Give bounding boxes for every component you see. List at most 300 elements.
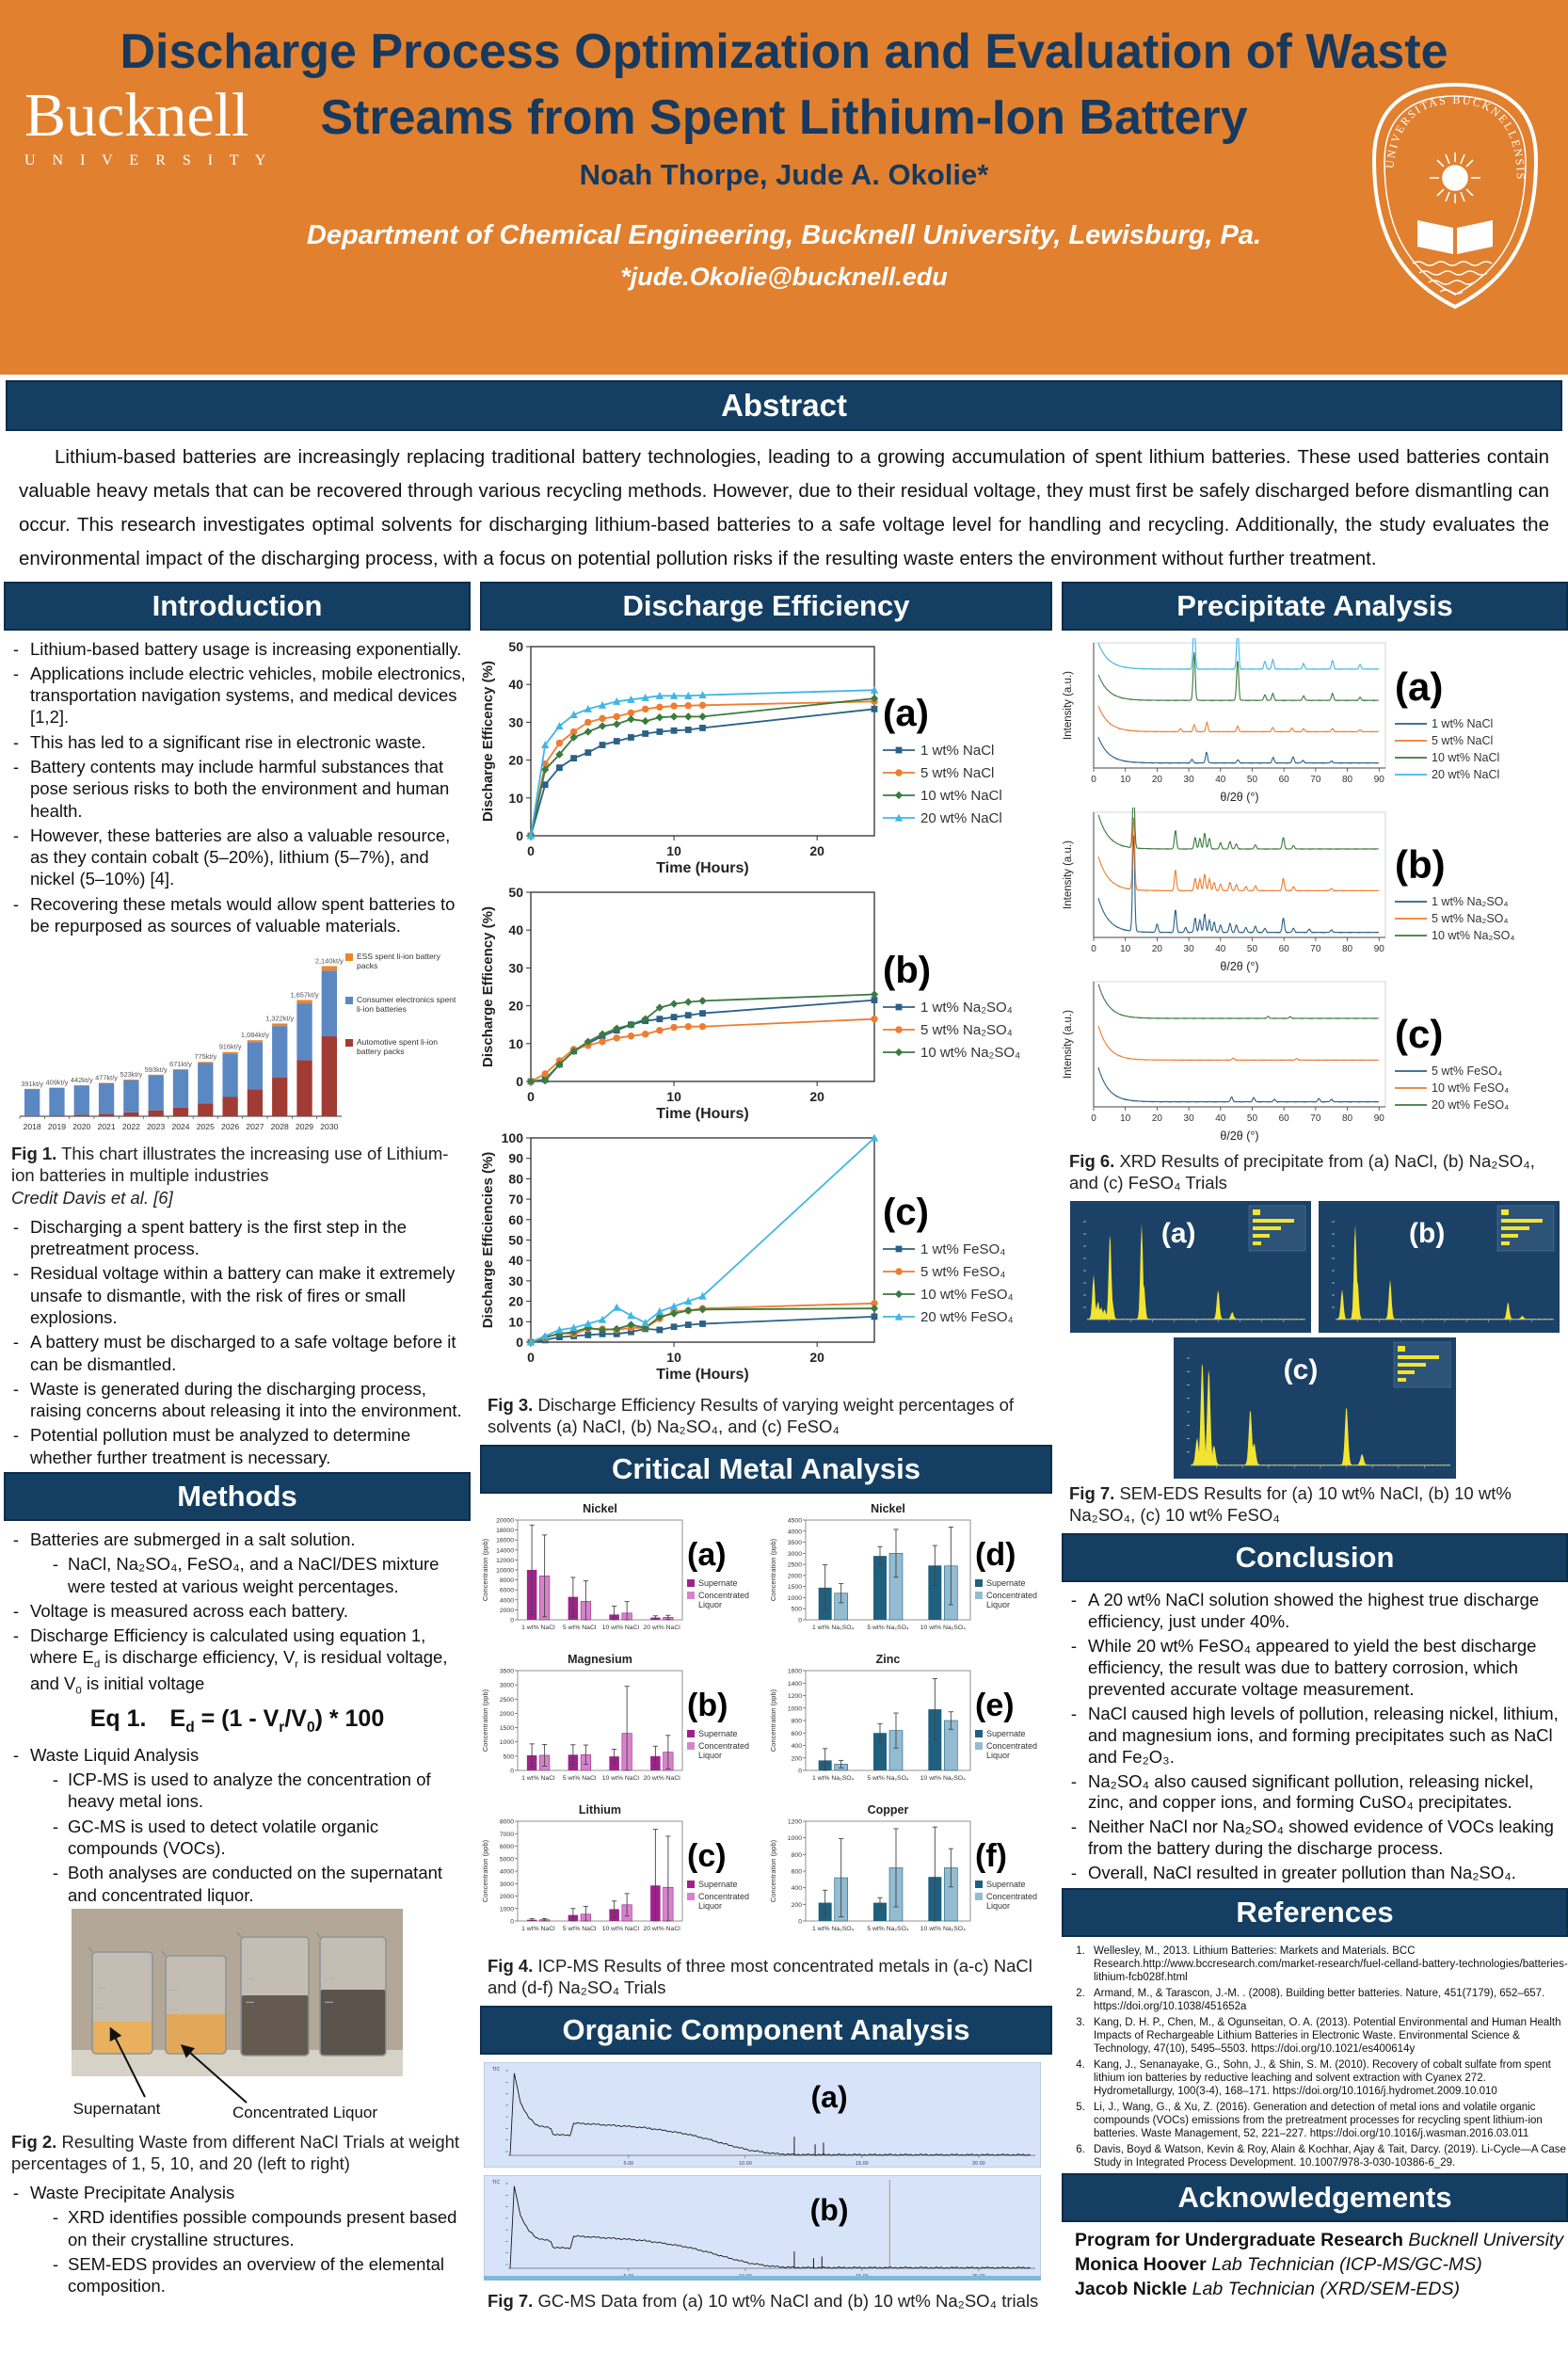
legend-swatch-icon bbox=[975, 1579, 983, 1587]
svg-text:60: 60 bbox=[1278, 943, 1289, 954]
chart-legend bbox=[883, 1241, 1041, 1325]
svg-text:10: 10 bbox=[508, 1313, 523, 1329]
svg-text:(a): (a) bbox=[810, 2080, 848, 2114]
legend-swatch-icon bbox=[687, 1579, 695, 1587]
bullet-dash: - bbox=[52, 2207, 59, 2228]
svg-text:70: 70 bbox=[1310, 774, 1321, 785]
critical-metal-header: Critical Metal Analysis bbox=[480, 1445, 1052, 1494]
svg-text:2021: 2021 bbox=[97, 1122, 116, 1132]
bullet bbox=[2, 756, 472, 822]
legend-item: 20 wt% FeSO₄ bbox=[1395, 1098, 1562, 1112]
svg-text:2022: 2022 bbox=[121, 1122, 140, 1132]
svg-text:1000: 1000 bbox=[787, 1594, 802, 1602]
svg-text:8000: 8000 bbox=[499, 1818, 514, 1826]
svg-text:0: 0 bbox=[516, 827, 523, 843]
bucknell-wordmark: Bucknell bbox=[24, 81, 249, 150]
sem-eds-spectrum-(a) bbox=[1070, 1201, 1311, 1333]
bullet-text: Waste Precipitate Analysis bbox=[30, 2183, 235, 2203]
metal-chart-cell bbox=[766, 1652, 1054, 1801]
references-list-wrap bbox=[1060, 1945, 1568, 2169]
legend-swatch-icon bbox=[883, 1242, 915, 1256]
svg-text:0: 0 bbox=[527, 1349, 535, 1365]
legend-swatch-icon bbox=[1395, 768, 1427, 781]
bullet bbox=[2, 1216, 472, 1260]
bullet bbox=[2, 638, 472, 660]
bullet-text: XRD identifies possible compounds present based on their crystalline structures. bbox=[68, 2207, 457, 2249]
svg-text:40: 40 bbox=[508, 676, 523, 692]
legend-swatch-icon bbox=[975, 1893, 983, 1900]
svg-text:5 wt% NaCl: 5 wt% NaCl bbox=[562, 1925, 597, 1932]
svg-text:Time (Hours): Time (Hours) bbox=[656, 1366, 749, 1383]
fig2-caption-prefix: Fig 2. bbox=[11, 2131, 57, 2152]
gcms-chromatogram-(a) bbox=[484, 2062, 1041, 2168]
legend-item: Supernate bbox=[975, 1730, 1048, 1739]
svg-text:(a): (a) bbox=[1160, 1217, 1196, 1249]
xrd-chart-row bbox=[1060, 638, 1568, 808]
affiliation: Department of Chemical Engineering, Bucknell University, Lewisburg, Pa. bbox=[306, 220, 1262, 251]
bullet-dash: - bbox=[52, 1769, 59, 1790]
svg-text:Lithium: Lithium bbox=[578, 1802, 622, 1817]
fig4-caption-text: ICP-MS Results of three most concentrated metals in (a-c) NaCl and (d-f) Na₂SO₄ Trials bbox=[488, 1955, 1032, 1997]
svg-text:0: 0 bbox=[527, 1088, 535, 1104]
svg-text:40: 40 bbox=[508, 921, 523, 937]
bullet-dash: - bbox=[12, 893, 20, 914]
bullet-text: However, these batteries are also a valuable resource, as they contain cobalt (5–20%), lithium (5–7%), and nickel (5–10%) [4]. bbox=[30, 824, 451, 889]
acknowledgement-line: Monica Hoover Lab Technician (ICP-MS/GC-MS) bbox=[1075, 2254, 1482, 2276]
legend-item: Supernate bbox=[687, 1579, 760, 1589]
svg-text:30: 30 bbox=[508, 1273, 523, 1289]
metal-chart-cell bbox=[478, 1652, 766, 1801]
discharge-chart-row bbox=[478, 1129, 1054, 1390]
chart-letter-label: (c) bbox=[883, 1191, 929, 1233]
svg-text:30: 30 bbox=[1183, 774, 1194, 785]
svg-text:2025: 2025 bbox=[196, 1122, 215, 1132]
legend-swatch-icon bbox=[883, 766, 915, 779]
metal-chart-cell bbox=[478, 1802, 766, 1951]
svg-text:70: 70 bbox=[508, 1191, 523, 1207]
fig1-caption bbox=[2, 1141, 472, 1209]
metal-chart-side bbox=[687, 1688, 760, 1764]
header bbox=[0, 0, 1568, 375]
right-column bbox=[1060, 578, 1568, 2334]
bullet bbox=[43, 1862, 472, 1906]
metal-chart-side bbox=[975, 1688, 1048, 1764]
bullet-dash: - bbox=[12, 663, 20, 683]
precipitate-analysis-header: Precipitate Analysis bbox=[1062, 582, 1568, 631]
svg-text:20 wt% NaCl: 20 wt% NaCl bbox=[643, 1624, 680, 1631]
svg-text:391kt/y: 391kt/y bbox=[21, 1080, 44, 1089]
legend-swatch-icon bbox=[883, 811, 915, 824]
bar-chart-(c)-lithium bbox=[478, 1802, 687, 1951]
svg-text:18000: 18000 bbox=[496, 1527, 514, 1534]
svg-text:4500: 4500 bbox=[787, 1517, 802, 1525]
svg-text:Copper: Copper bbox=[867, 1802, 909, 1817]
authors: Noah Thorpe, Jude A. Okolie* bbox=[579, 158, 989, 192]
svg-text:3500: 3500 bbox=[787, 1539, 802, 1546]
svg-text:20: 20 bbox=[1151, 774, 1162, 785]
svg-text:60: 60 bbox=[1278, 774, 1289, 785]
legend-item: Supernate bbox=[975, 1579, 1048, 1589]
legend-swatch-icon bbox=[687, 1881, 695, 1888]
svg-text:15.00: 15.00 bbox=[855, 2161, 869, 2167]
discharge-chart-side bbox=[883, 689, 1041, 833]
svg-text:7000: 7000 bbox=[499, 1831, 514, 1838]
svg-text:80: 80 bbox=[1342, 774, 1353, 785]
legend-item: 20 wt% NaCl bbox=[883, 810, 1041, 826]
bar-chart-(e)-zinc bbox=[766, 1652, 975, 1801]
legend-swatch-icon bbox=[883, 789, 915, 802]
svg-text:442kt/y: 442kt/y bbox=[70, 1076, 93, 1085]
legend-swatch-icon bbox=[1395, 929, 1427, 942]
bar-chart-(d)-nickel bbox=[766, 1501, 975, 1650]
fig2-caption bbox=[2, 2129, 472, 2176]
metal-chart-side bbox=[687, 1838, 760, 1914]
svg-text:80: 80 bbox=[1342, 943, 1353, 954]
svg-text:5000: 5000 bbox=[499, 1856, 514, 1863]
bullet-text: Discharging a spent battery is the first step in the pretreatment process. bbox=[30, 1216, 408, 1259]
svg-text:Concentration (ppb): Concentration (ppb) bbox=[769, 1689, 777, 1752]
legend-item: Consumer electronics spent li-ion batteries bbox=[345, 996, 460, 1015]
line-chart-(a) bbox=[478, 638, 883, 879]
svg-text:20000: 20000 bbox=[496, 1517, 514, 1525]
legend-swatch-icon bbox=[687, 1592, 695, 1599]
chart-letter-label: (d) bbox=[975, 1537, 1016, 1574]
svg-text:TIC: TIC bbox=[492, 2067, 501, 2073]
bullet bbox=[2, 1529, 472, 1550]
xrd-chart-(b) bbox=[1060, 808, 1391, 977]
bullet bbox=[1060, 1636, 1568, 1701]
fig4-caption bbox=[478, 1953, 1054, 2000]
svg-text:10 wt% Na₂SO₄: 10 wt% Na₂SO₄ bbox=[920, 1925, 966, 1932]
legend-item: 10 wt% NaCl bbox=[883, 788, 1041, 804]
svg-text:500: 500 bbox=[503, 1753, 514, 1761]
bar-chart-(b)-magnesium bbox=[478, 1652, 687, 1801]
bullet-text: Discharge Efficiency is calculated using equation 1, where $E_d$ is discharge efficiency, $V_r$ is residual voltage, and $V_0$ is initial voltage bbox=[30, 1625, 448, 1697]
svg-text:775kt/y: 775kt/y bbox=[194, 1052, 217, 1062]
legend-swatch-icon bbox=[883, 744, 915, 757]
svg-text:Concentration (ppb): Concentration (ppb) bbox=[481, 1689, 489, 1752]
conclusion-header: Conclusion bbox=[1062, 1533, 1568, 1582]
legend-swatch-icon bbox=[883, 1288, 915, 1301]
bullet-dash: - bbox=[1070, 1817, 1078, 1837]
svg-text:0: 0 bbox=[510, 1768, 514, 1775]
fig2-beakers-photo bbox=[72, 1909, 403, 2127]
svg-text:(b): (b) bbox=[1409, 1217, 1446, 1249]
fig7-gcms-text: GC-MS Data from (a) 10 wt% NaCl and (b) 10 wt% Na₂SO₄ trials bbox=[533, 2291, 1039, 2311]
svg-text:2024: 2024 bbox=[171, 1122, 190, 1132]
introduction-bullets-2 bbox=[2, 1216, 472, 1468]
svg-text:30: 30 bbox=[508, 959, 523, 975]
legend-item: 5 wt% Na₂SO₄ bbox=[1395, 912, 1562, 925]
svg-text:2,140kt/y: 2,140kt/y bbox=[314, 956, 344, 966]
discharge-chart-plot bbox=[478, 1129, 883, 1390]
fig7-gcms-prefix: Fig 7. bbox=[488, 2291, 534, 2311]
bullet-text: NaCl caused high levels of pollution, releasing nickel, lithium, and magnesium ions, and forming precipitates such as NaCl and Fe₂O₃. bbox=[1088, 1703, 1559, 1767]
svg-text:2020: 2020 bbox=[72, 1122, 91, 1132]
svg-text:Concentration (ppb): Concentration (ppb) bbox=[481, 1538, 489, 1601]
svg-text:50: 50 bbox=[508, 884, 523, 900]
svg-text:5.00: 5.00 bbox=[623, 2161, 634, 2167]
xrd-chart-row bbox=[1060, 808, 1568, 977]
svg-text:10: 10 bbox=[666, 842, 681, 858]
bullet-text: GC-MS is used to detect volatile organic compounds (VOCs). bbox=[68, 1816, 379, 1858]
svg-text:1600: 1600 bbox=[787, 1668, 802, 1675]
bullet-text: Waste Liquid Analysis bbox=[30, 1744, 200, 1765]
svg-text:30: 30 bbox=[1183, 1112, 1194, 1124]
chart-legend bbox=[883, 1000, 1041, 1061]
fig2-photo bbox=[2, 1909, 472, 2127]
fig1-caption-text: This chart illustrates the increasing use of Lithium-ion batteries in multiple industries bbox=[11, 1144, 449, 1186]
bullet bbox=[1060, 1590, 1568, 1633]
bullet-text: SEM-EDS provides an overview of the elemental composition. bbox=[68, 2253, 444, 2297]
title-line-2: Streams from Spent Lithium-Ion Battery bbox=[320, 90, 1248, 146]
legend-swatch-icon bbox=[883, 1265, 915, 1278]
svg-text:20.00: 20.00 bbox=[971, 2161, 985, 2167]
reference-item: 2. Armand, M., & Tarascon, J.-M. . (2008). Building better batteries. Nature, 451(7179), 652–657. https://doi.org/10.1038/451652a bbox=[1088, 1987, 1568, 2013]
svg-text:10 wt% NaCl: 10 wt% NaCl bbox=[601, 1925, 640, 1932]
bullet-text: A battery must be discharged to a safe voltage before it can be dismantled. bbox=[30, 1332, 456, 1374]
bullet-dash: - bbox=[12, 1425, 20, 1446]
bullet-text: Potential pollution must be analyzed to determine whether further treatment is necessary. bbox=[30, 1425, 411, 1467]
svg-text:0: 0 bbox=[1091, 1112, 1096, 1124]
svg-text:θ/2θ (°): θ/2θ (°) bbox=[1220, 1128, 1259, 1143]
bullet bbox=[43, 2206, 472, 2250]
svg-text:40: 40 bbox=[1215, 943, 1226, 954]
legend-swatch-icon bbox=[975, 1730, 983, 1737]
svg-text:1500: 1500 bbox=[787, 1583, 802, 1591]
bullet bbox=[43, 2253, 472, 2297]
introduction-header: Introduction bbox=[4, 582, 471, 631]
svg-text:Zinc: Zinc bbox=[875, 1652, 901, 1666]
legend-item: Concentrated Liquor bbox=[975, 1742, 1048, 1761]
eds-legend-box bbox=[1497, 1206, 1554, 1251]
bullet-dash: - bbox=[52, 1554, 59, 1575]
svg-text:14000: 14000 bbox=[496, 1547, 514, 1555]
xrd-chart-side bbox=[1391, 1008, 1562, 1115]
discharge-charts bbox=[478, 638, 1054, 1390]
xrd-chart-(c) bbox=[1060, 977, 1391, 1146]
svg-text:Discharge Efficency (%): Discharge Efficency (%) bbox=[480, 905, 496, 1067]
legend-item: ESS spent li-ion battery packs bbox=[345, 952, 460, 971]
svg-text:1200: 1200 bbox=[787, 1692, 802, 1700]
svg-text:1200: 1200 bbox=[787, 1818, 802, 1826]
bullet bbox=[1060, 1704, 1568, 1769]
discharge-chart-side bbox=[883, 946, 1041, 1067]
svg-text:2030: 2030 bbox=[320, 1122, 339, 1132]
references-list bbox=[1088, 1945, 1568, 2169]
fig4-caption-prefix: Fig 4. bbox=[488, 1955, 534, 1976]
svg-text:1 wt% Na₂SO₄: 1 wt% Na₂SO₄ bbox=[812, 1925, 855, 1932]
svg-text:50: 50 bbox=[1246, 774, 1258, 785]
bullet-dash: - bbox=[12, 1216, 20, 1237]
svg-text:1000: 1000 bbox=[499, 1906, 514, 1913]
svg-text:30: 30 bbox=[1183, 943, 1194, 954]
bullet bbox=[43, 1553, 472, 1597]
sem-eds-panel-c bbox=[1060, 1337, 1568, 1479]
bullet bbox=[2, 1262, 472, 1328]
svg-text:1500: 1500 bbox=[499, 1724, 514, 1732]
discharge-chart-side bbox=[883, 1188, 1041, 1332]
svg-text:70: 70 bbox=[1310, 1112, 1321, 1124]
svg-text:916kt/y: 916kt/y bbox=[218, 1043, 242, 1052]
legend-item: 5 wt% Na₂SO₄ bbox=[883, 1022, 1041, 1038]
bar-chart-(f)-copper bbox=[766, 1802, 975, 1951]
bullet-text: Both analyses are conducted on the supernatant and concentrated liquor. bbox=[68, 1863, 443, 1905]
critical-metal-charts bbox=[478, 1501, 1054, 1951]
svg-text:2500: 2500 bbox=[499, 1696, 514, 1704]
svg-text:3000: 3000 bbox=[499, 1682, 514, 1689]
svg-text:0: 0 bbox=[798, 1617, 802, 1625]
svg-text:Nickel: Nickel bbox=[871, 1501, 905, 1515]
svg-text:2000: 2000 bbox=[499, 1893, 514, 1900]
bullet-dash: - bbox=[1070, 1590, 1078, 1609]
svg-text:1 wt% Na₂SO₄: 1 wt% Na₂SO₄ bbox=[812, 1774, 855, 1782]
svg-text:(b): (b) bbox=[809, 2193, 849, 2227]
svg-text:1 wt% Na₂SO₄: 1 wt% Na₂SO₄ bbox=[812, 1624, 855, 1631]
svg-text:50: 50 bbox=[508, 1232, 523, 1247]
legend-item: Automotive spent li-ion battery packs bbox=[345, 1038, 460, 1057]
svg-text:5 wt% Na₂SO₄: 5 wt% Na₂SO₄ bbox=[867, 1774, 909, 1782]
legend-swatch-icon bbox=[1395, 1098, 1427, 1112]
legend-item: 20 wt% FeSO₄ bbox=[883, 1309, 1041, 1325]
svg-text:523kt/y: 523kt/y bbox=[120, 1070, 143, 1080]
svg-text:2019: 2019 bbox=[47, 1122, 67, 1132]
svg-text:4000: 4000 bbox=[499, 1597, 514, 1605]
svg-text:Concentration (ppb): Concentration (ppb) bbox=[769, 1839, 777, 1902]
xrd-charts bbox=[1060, 638, 1568, 1146]
bullet-dash: - bbox=[12, 1378, 20, 1399]
bullet-dash: - bbox=[1070, 1635, 1078, 1656]
chart-letter-label: (c) bbox=[1395, 1011, 1444, 1056]
bullet bbox=[2, 1424, 472, 1468]
svg-text:50: 50 bbox=[1246, 943, 1258, 954]
svg-text:20 wt% NaCl: 20 wt% NaCl bbox=[643, 1774, 680, 1782]
xrd-chart-(a) bbox=[1060, 638, 1391, 808]
svg-text:80: 80 bbox=[1342, 1112, 1353, 1124]
svg-text:5 wt% NaCl: 5 wt% NaCl bbox=[562, 1774, 597, 1782]
svg-text:200: 200 bbox=[791, 1755, 802, 1762]
bullet-dash: - bbox=[12, 1625, 20, 1646]
svg-text:70: 70 bbox=[1310, 943, 1321, 954]
svg-text:1,322kt/y: 1,322kt/y bbox=[265, 1014, 295, 1023]
sem-eds-panels-ab bbox=[1060, 1201, 1568, 1333]
bullet-dash: - bbox=[12, 756, 20, 776]
legend-swatch-icon bbox=[883, 1023, 915, 1036]
bucknell-logo bbox=[24, 81, 273, 169]
svg-text:2018: 2018 bbox=[23, 1122, 41, 1132]
svg-text:2000: 2000 bbox=[787, 1573, 802, 1580]
svg-text:90: 90 bbox=[508, 1150, 523, 1166]
svg-text:10 wt% NaCl: 10 wt% NaCl bbox=[601, 1774, 640, 1782]
bullet bbox=[1060, 1863, 1568, 1884]
svg-text:20: 20 bbox=[508, 1293, 523, 1309]
legend-item: 5 wt% FeSO₄ bbox=[1395, 1064, 1562, 1078]
bullet-dash: - bbox=[12, 1600, 20, 1621]
chart-legend bbox=[883, 743, 1041, 826]
legend-item: 1 wt% Na₂SO₄ bbox=[1395, 895, 1562, 908]
methods-header: Methods bbox=[4, 1472, 471, 1521]
eds-legend-box bbox=[1394, 1342, 1450, 1387]
discharge-efficiency-header: Discharge Efficiency bbox=[480, 582, 1052, 631]
svg-text:20: 20 bbox=[809, 1349, 824, 1365]
middle-column bbox=[478, 578, 1054, 2334]
svg-text:90: 90 bbox=[1373, 1112, 1384, 1124]
svg-text:30: 30 bbox=[508, 713, 523, 729]
acknowledgements-header: Acknowledgements bbox=[1062, 2173, 1568, 2222]
svg-text:Concentration (ppb): Concentration (ppb) bbox=[769, 1538, 777, 1601]
svg-text:1 wt% NaCl: 1 wt% NaCl bbox=[521, 1925, 555, 1932]
bar-chart-(a)-nickel bbox=[478, 1501, 687, 1650]
svg-text:400: 400 bbox=[791, 1742, 802, 1750]
svg-text:0: 0 bbox=[510, 1918, 514, 1926]
waste-liquid-bullets bbox=[2, 1744, 472, 1906]
svg-text:12000: 12000 bbox=[496, 1557, 514, 1564]
chart-letter-label: (a) bbox=[687, 1537, 727, 1574]
svg-text:4000: 4000 bbox=[787, 1529, 802, 1536]
svg-text:10: 10 bbox=[1120, 774, 1131, 785]
svg-text:10 wt% Na₂SO₄: 10 wt% Na₂SO₄ bbox=[920, 1624, 966, 1631]
svg-text:3000: 3000 bbox=[787, 1550, 802, 1558]
svg-text:40: 40 bbox=[1215, 774, 1226, 785]
svg-text:3000: 3000 bbox=[499, 1881, 514, 1888]
reference-item: 4. Kang, J., Senanayake, G., Sohn, J., & Shin, S. M. (2010). Recovery of cobalt sulfate from spent lithium ion batteries by reductive leaching and solvent extraction with Cyanex 272. Hydrometallurgy, 100(3-4), 168–171. https://doi.org/10.1016/j.hydromet.2009.10.010 bbox=[1088, 2058, 1568, 2098]
xrd-chart-row bbox=[1060, 977, 1568, 1146]
svg-text:1000: 1000 bbox=[499, 1738, 514, 1746]
svg-text:0: 0 bbox=[516, 1334, 523, 1350]
svg-text:20: 20 bbox=[1151, 1112, 1162, 1124]
svg-text:1 wt% NaCl: 1 wt% NaCl bbox=[521, 1624, 555, 1631]
bullet bbox=[2, 1600, 472, 1622]
fig6-caption-prefix: Fig 6. bbox=[1069, 1150, 1115, 1171]
legend-swatch-icon bbox=[345, 1039, 353, 1047]
svg-text:60: 60 bbox=[508, 1211, 523, 1227]
svg-text:60: 60 bbox=[1278, 1112, 1289, 1124]
svg-text:200: 200 bbox=[791, 1901, 802, 1909]
bullet-dash: - bbox=[12, 1529, 20, 1549]
bullet-dash: - bbox=[12, 1263, 20, 1284]
reference-item: 3. Kang, D. H. P., Chen, M., & Ogunseitan, O. A. (2013). Potential Environmental and Human Health Impacts of Rechargeable Lithium Batteries in Electronic Waste. Environmental Science & Technology, 47(10), 5495–5503. https://doi.org/10.1021/es400614y bbox=[1088, 2016, 1568, 2056]
bullet-dash: - bbox=[12, 2183, 20, 2203]
bullet bbox=[2, 663, 472, 728]
legend-item: 10 wt% NaCl bbox=[1395, 751, 1562, 764]
left-column bbox=[2, 578, 472, 2334]
metal-chart-side bbox=[687, 1537, 760, 1613]
chart-letter-label: (b) bbox=[1395, 841, 1446, 887]
legend-swatch-icon bbox=[1395, 895, 1427, 908]
bullet-text: Neither NaCl nor Na₂SO₄ showed evidence of VOCs leaking from the battery during the discharge process. bbox=[1088, 1817, 1554, 1859]
seal-book-icon bbox=[1417, 220, 1493, 254]
svg-text:10: 10 bbox=[508, 790, 523, 806]
svg-text:90: 90 bbox=[1373, 943, 1384, 954]
legend-item: 5 wt% NaCl bbox=[883, 765, 1041, 781]
svg-text:5 wt% NaCl: 5 wt% NaCl bbox=[562, 1624, 597, 1631]
svg-text:500: 500 bbox=[791, 1606, 802, 1613]
fig7-gcms-caption bbox=[478, 2288, 1054, 2313]
bullet bbox=[2, 1625, 472, 1698]
legend-item: Concentrated Liquor bbox=[687, 1592, 760, 1610]
svg-text:2028: 2028 bbox=[270, 1122, 289, 1132]
acknowledgement-line: Program for Undergraduate Research Bucknell University bbox=[1075, 2230, 1564, 2251]
bullet-text: Lithium-based battery usage is increasing exponentially. bbox=[30, 638, 462, 659]
chart-letter-label: (a) bbox=[1395, 664, 1444, 709]
svg-text:50: 50 bbox=[1246, 1112, 1258, 1124]
svg-text:Discharge Efficiencies (%): Discharge Efficiencies (%) bbox=[480, 1151, 496, 1328]
sem-eds-spectrum-(c) bbox=[1174, 1337, 1456, 1479]
svg-text:θ/2θ (°): θ/2θ (°) bbox=[1220, 790, 1259, 804]
bullet-dash: - bbox=[1070, 1703, 1078, 1723]
reference-item: 6. Davis, Boyd & Watson, Kevin & Roy, Alain & Kochhar, Ajay & Tait, Darcy. (2019). Li-Cycle—A Case Study in Integrated Process Development. 10.1007/978-3-030-10386-6_29. bbox=[1088, 2143, 1568, 2169]
svg-text:16000: 16000 bbox=[496, 1537, 514, 1545]
